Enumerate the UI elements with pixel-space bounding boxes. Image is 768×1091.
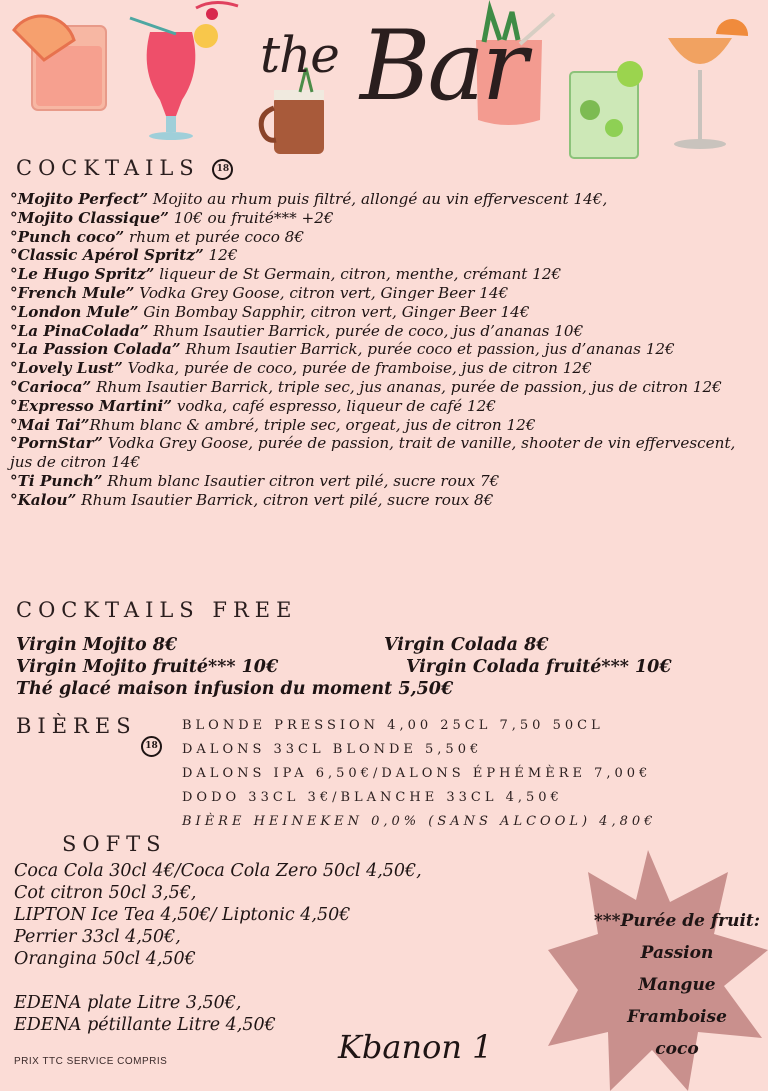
- list-item: °Kalou” Rhum Isautier Barrick, citron vert pilé, sucre roux 8€: [10, 490, 494, 509]
- cocktails-heading-text: COCKTAILS: [16, 156, 200, 180]
- cocktails-free-heading: COCKTAILS FREE: [16, 598, 298, 622]
- footer-note: PRIX TTC SERVICE COMPRIS: [14, 1056, 168, 1067]
- list-item: °Lovely Lust” Vodka, purée de coco, purée de framboise, jus de citron 12€: [10, 359, 592, 378]
- list-item: Mangue: [638, 975, 716, 995]
- list-item: °La PinaColada” Rhum Isautier Barrick, purée de coco, jus d’ananas 10€: [10, 321, 584, 340]
- list-item: °Mojito Perfect” Mojito au rhum puis filtré, allongé au vin effervescent 14€,: [10, 190, 608, 208]
- grapefruit-cocktail-icon: [14, 16, 106, 110]
- signature: Kbanon 1: [338, 1028, 493, 1066]
- beer-list: [182, 714, 656, 834]
- list-item: Passion: [640, 943, 714, 963]
- age-18-icon: 18: [141, 736, 162, 757]
- cocktail-list: [10, 190, 755, 510]
- list-item: Framboise: [627, 1007, 727, 1027]
- virgin-mojito-fruite: Virgin Mojito fruité*** 10€: [16, 657, 279, 677]
- list-item: DODO 33CL 3€/BLANCHE 33CL 4,50€: [182, 790, 563, 805]
- list-item: Perrier 33cl 4,50€,: [14, 927, 181, 947]
- virgin-colada: Virgin Colada 8€: [384, 635, 549, 655]
- virgin-mojito: Virgin Mojito 8€: [16, 635, 178, 655]
- title-bar: Bar: [360, 10, 525, 122]
- list-item: °La Passion Colada” Rhum Isautier Barrick, purée coco et passion, jus d’ananas 12€: [10, 340, 675, 359]
- beers-heading: BIÈRES: [16, 714, 137, 738]
- list-item: °Punch coco” rhum et purée coco 8€: [10, 227, 304, 246]
- puree-title: ***Purée de fruit:: [593, 911, 761, 931]
- list-item: °Expresso Martini” vodka, café espresso, liqueur de café 12€: [10, 396, 496, 415]
- list-item: LIPTON Ice Tea 4,50€/ Liptonic 4,50€: [14, 905, 351, 925]
- puree-note: [582, 905, 768, 1065]
- list-item: Cot citron 50cl 3,5€,: [14, 883, 197, 903]
- list-item: EDENA pétillante Litre 4,50€: [14, 1015, 276, 1035]
- list-item: °PornStar” Vodka Grey Goose, purée de passion, trait de vanille, shooter de vin effervescent, jus de citron 14€: [10, 434, 736, 472]
- list-item: BLONDE PRESSION 4,00 25CL 7,50 50CL: [182, 718, 604, 733]
- coupe-glass-icon: [668, 19, 748, 149]
- list-item: °Ti Punch” Rhum blanc Isautier citron vert pilé, sucre roux 7€: [10, 471, 500, 490]
- virgin-colada-fruite: Virgin Colada fruité*** 10€: [406, 657, 672, 677]
- the-glace: Thé glacé maison infusion du moment 5,50€: [16, 679, 454, 699]
- list-item: °Mai Tai”Rhum blanc & ambré, triple sec, orgeat, jus de citron 12€: [10, 415, 536, 434]
- list-item: °Mojito Classique” 10€ ou fruité*** +2€: [10, 208, 334, 227]
- softs-list: [14, 860, 534, 1036]
- list-item: DALONS 33CL BLONDE 5,50€: [182, 742, 483, 757]
- cocktails-heading: [16, 156, 233, 180]
- list-item: °Le Hugo Spritz” liqueur de St Germain, citron, menthe, crémant 12€: [10, 265, 562, 284]
- list-item: coco: [655, 1039, 699, 1059]
- list-item: °French Mule” Vodka Grey Goose, citron vert, Ginger Beer 14€: [10, 283, 509, 302]
- mojito-glass-icon: [570, 61, 643, 158]
- list-item: BIÈRE HEINEKEN 0,0% (SANS ALCOOL) 4,80€: [182, 814, 657, 829]
- age-18-icon: 18: [212, 159, 233, 180]
- list-item: °Classic Apérol Spritz” 12€: [10, 246, 238, 265]
- list-item: °Carioca” Rhum Isautier Barrick, triple sec, jus ananas, purée de passion, jus de citron 12€: [10, 377, 722, 396]
- list-item: Orangina 50cl 4,50€: [14, 949, 196, 969]
- title-the: the: [260, 26, 339, 84]
- softs-heading: SOFTS: [62, 832, 167, 856]
- list-item: EDENA plate Litre 3,50€,: [14, 993, 242, 1013]
- list-item: °London Mule” Gin Bombay Sapphir, citron vert, Ginger Beer 14€: [10, 302, 530, 321]
- hurricane-cocktail-icon: [130, 2, 238, 140]
- list-item: Coca Cola 30cl 4€/Coca Cola Zero 50cl 4,50€,: [14, 861, 422, 881]
- list-item: DALONS IPA 6,50€/DALONS ÉPHÉMÈRE 7,00€: [182, 766, 652, 781]
